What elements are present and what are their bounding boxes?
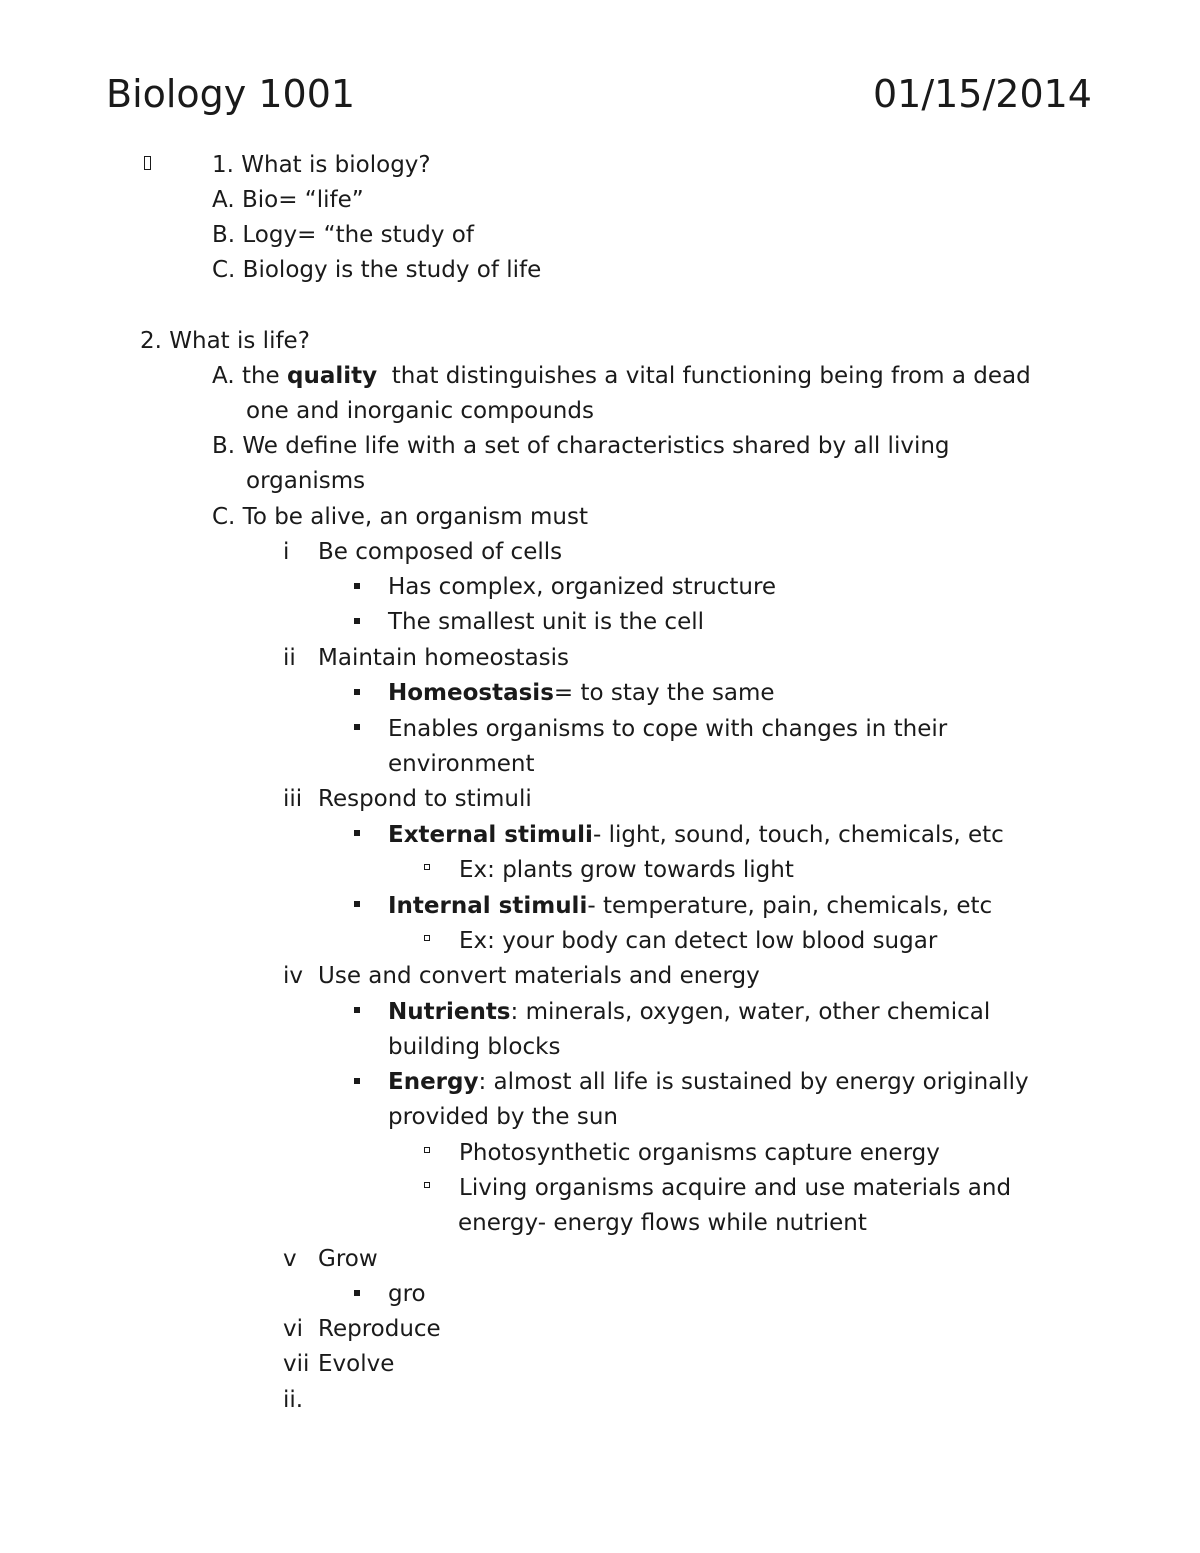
date: 01/15/2014 — [872, 72, 1092, 116]
bullet-item: The smallest unit is the cell — [388, 609, 705, 635]
bullet-square-icon — [354, 1078, 360, 1084]
sub-bullet-item: Ex: your body can detect low blood sugar — [459, 928, 938, 954]
roman-numeral: vii — [283, 1351, 310, 1377]
bullet-item: Enables organisms to cope with changes in their — [388, 716, 948, 742]
bullet-hollow-square-icon — [424, 1182, 430, 1188]
bullet-square-icon — [354, 1007, 360, 1013]
sub-bullet-item-cont: energy- energy flows while nutrient — [458, 1210, 867, 1236]
requirement-evolve: Evolve — [318, 1351, 395, 1377]
roman-numeral: ii — [283, 645, 296, 671]
item-2a: A. the quality that distinguishes a vital functioning being from a dead — [212, 363, 1031, 389]
bullet-item-cont: provided by the sun — [388, 1104, 618, 1130]
bullet-item: External stimuli- light, sound, touch, chemicals, etc — [388, 822, 1004, 848]
roman-numeral: i — [283, 539, 290, 565]
bullet-item: Nutrients: minerals, oxygen, water, other chemical — [388, 999, 991, 1025]
section-1-title: 1. What is biology? — [212, 152, 431, 178]
roman-numeral: iv — [283, 963, 304, 989]
course-title: Biology 1001 — [106, 72, 356, 116]
bullet-square-icon — [354, 901, 360, 907]
requirement-materials: Use and convert materials and energy — [318, 963, 760, 989]
bullet-square-icon — [354, 1290, 360, 1296]
bullet-square-icon — [354, 830, 360, 836]
section-2-title: 2. What is life? — [140, 328, 310, 354]
bullet-hollow-square-icon — [424, 864, 430, 870]
bullet-item: Homeostasis= to stay the same — [388, 680, 775, 706]
sub-bullet-item: Ex: plants grow towards light — [459, 857, 794, 883]
requirement-reproduce: Reproduce — [318, 1316, 441, 1342]
roman-numeral: ii. — [283, 1387, 304, 1413]
item-1a: A. Bio= “life” — [212, 187, 364, 213]
item-2b-cont: organisms — [246, 468, 366, 494]
roman-numeral: v — [283, 1246, 297, 1272]
bullet-item: gro — [388, 1281, 426, 1307]
bullet-item-cont: building blocks — [388, 1034, 561, 1060]
bullet-item: Has complex, organized structure — [388, 574, 777, 600]
bullet-item: Energy: almost all life is sustained by energy originally — [388, 1069, 1029, 1095]
item-2b: B. We define life with a set of characteristics shared by all living — [212, 433, 950, 459]
bullet-item-cont: environment — [388, 751, 535, 777]
requirement-grow: Grow — [318, 1246, 378, 1272]
requirement-cells: Be composed of cells — [318, 539, 563, 565]
missing-glyph-icon — [144, 156, 151, 170]
item-1c: C. Biology is the study of life — [212, 257, 542, 283]
bullet-square-icon — [354, 689, 360, 695]
sub-bullet-item: Photosynthetic organisms capture energy — [459, 1140, 940, 1166]
bullet-square-icon — [354, 583, 360, 589]
roman-numeral: iii — [283, 786, 303, 812]
bullet-item: Internal stimuli- temperature, pain, chemicals, etc — [388, 893, 993, 919]
requirement-homeostasis: Maintain homeostasis — [318, 645, 570, 671]
bullet-square-icon — [354, 724, 360, 730]
bullet-square-icon — [354, 618, 360, 624]
sub-bullet-item: Living organisms acquire and use materials and — [459, 1175, 1012, 1201]
requirement-stimuli: Respond to stimuli — [318, 786, 532, 812]
item-2c: C. To be alive, an organism must — [212, 504, 588, 530]
roman-numeral: vi — [283, 1316, 304, 1342]
bullet-hollow-square-icon — [424, 935, 430, 941]
item-2a-cont: one and inorganic compounds — [246, 398, 594, 424]
bullet-hollow-square-icon — [424, 1147, 430, 1153]
item-1b: B. Logy= “the study of — [212, 222, 474, 248]
